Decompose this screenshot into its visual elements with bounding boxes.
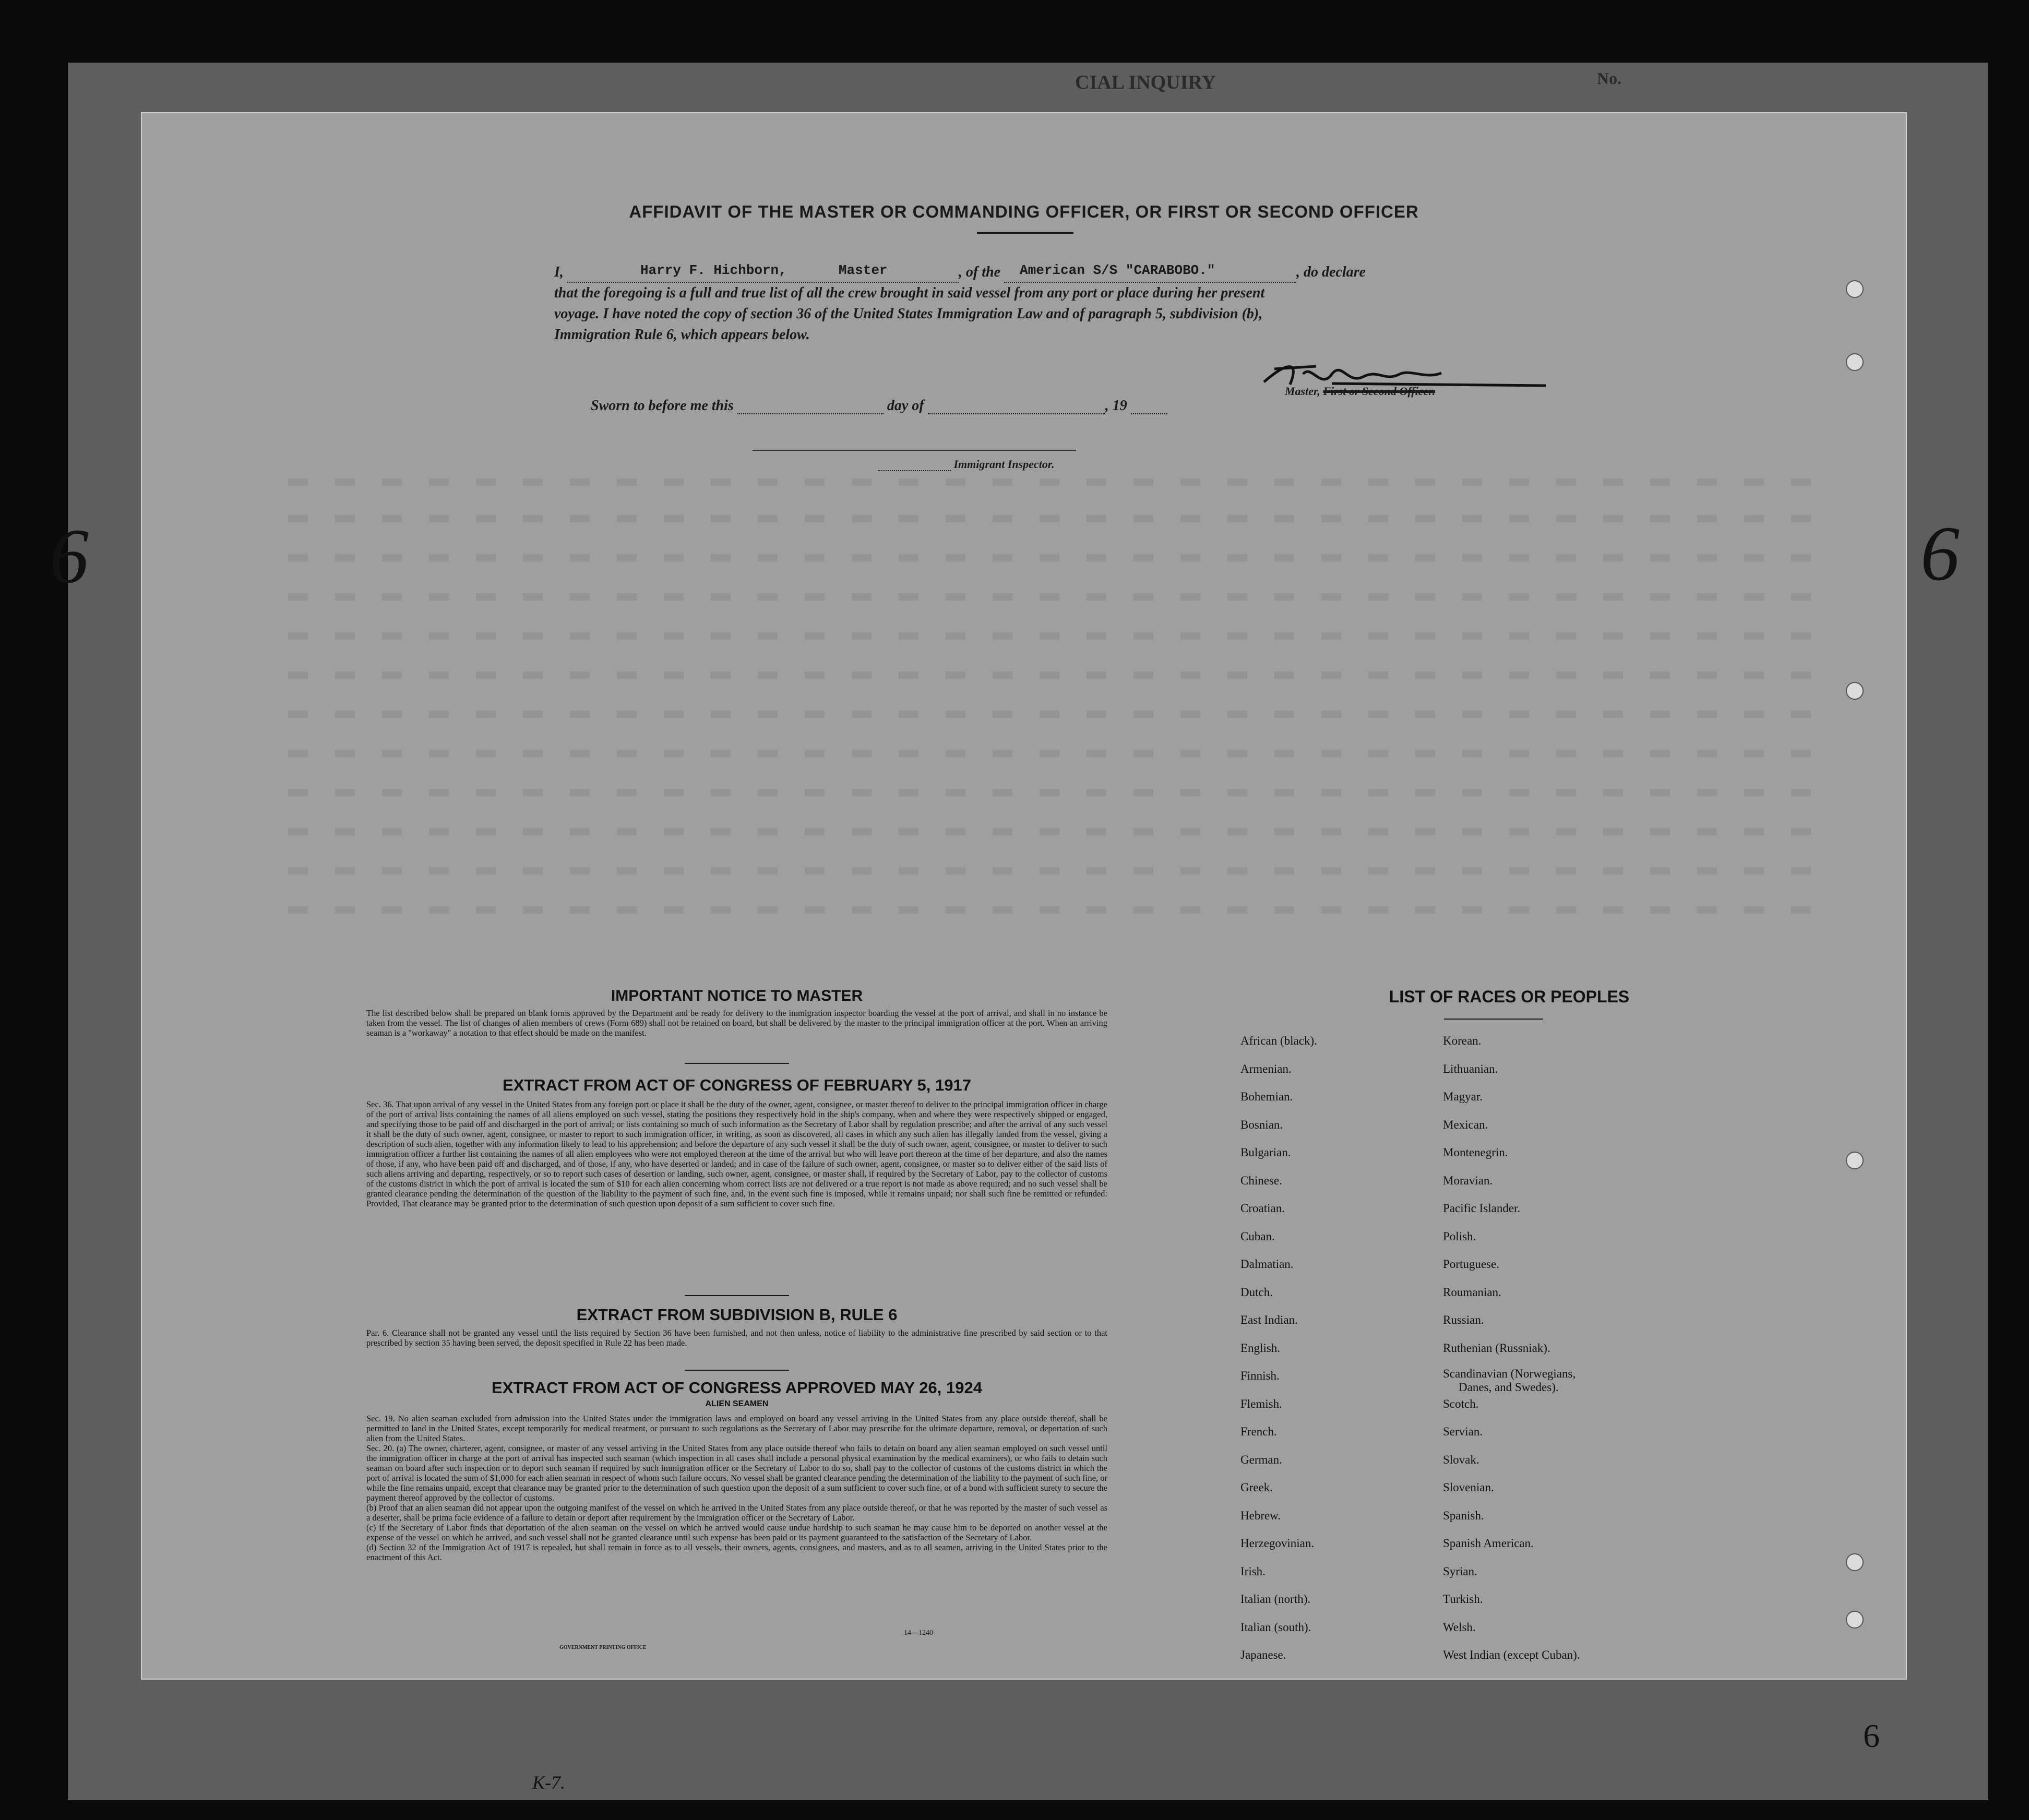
race-item: Ruthenian (Russniak). [1443, 1341, 1550, 1355]
alien-seamen-subheading: ALIEN SEAMEN [705, 1399, 769, 1408]
extract-1917-text: Sec. 36. That upon arrival of any vessel in the United States from any foreign port or place it shall be the duty of the owner, agent, consignee, or master thereof to deliver to the principal immigration officer in charge of the port of arrival lists containing the names of all aliens employed on such vessel, stating the positions they respectively hold in the ship's company, when and where they were respectively shipped or engaged, and specifying those to be paid off and discharged in the port of arrival; or lists containing so much of such information as the Secretary of Labor shall by regulation prescribe; and after the arrival of any such vessel it shall be the duty of such owner, agent, consignee, or master to report to such immigration officer, in writing, as soon as discovered, all cases in which any such alien has illegally landed from the vessel, giving a description of such alien, together with any information likely to lead to his apprehension; and before the departure of any such vessel it shall be the duty of such owner, agent, consignee, or master to deliver to such immigration officer a further list containing the names of all alien employees who were not employed thereon at the time of the arrival but who will leave port thereon at the time of her departure, and also the names of those, if any, who have been paid off and discharged, and of those, if any, who have deserted or landed; and in case of the failure of such owner, agent, consignee, or master so to deliver either of the said lists of such aliens arriving and departing, respectively, or so to report such cases of desertion or landing, such owner, agent, consignee, or master shall, if required by the Secretary of Labor, pay to the collector of customs of the customs district in which the port of arrival is located the sum of $10 for each alien concerning whom correct lists are not delivered or a true report is not made as above required; and no such vessel shall be granted clearance pending the determination of the question of the liability to the payment of such fine, and, in the event such fine is imposed, while it remains unpaid; nor shall such fine be remitted or refunded: Provided, That clearance may be granted prior to the determination of such question upon deposit of a sum sufficient to cover such fine. [366, 1099, 1107, 1208]
inspector-line [878, 458, 1055, 471]
race-item: Armenian. [1240, 1062, 1292, 1075]
race-item: Korean. [1443, 1034, 1482, 1047]
race-item: Chinese. [1240, 1174, 1282, 1187]
section-20d-text: (d) Section 32 of the Immigration Act of 1917 is repealed, but shall remain in force as to all vessels, their owners, agents, consignees, and masters, and as to all seamen, arriving in the United States prior to the enactment of this Act. [366, 1542, 1107, 1562]
extract-rule6-text: Par. 6. Clearance shall not be granted any vessel until the lists required by Section 36 have been furnished, and not then unless, notice of liability to the administrative fine prescribed by said section or to that prescribed by section 35 having been served, the deposit specified in Rule 22 has been made. [366, 1328, 1107, 1348]
section-20a-text: Sec. 20. (a) The owner, charterer, agent, consignee, or master of any vessel arriving in the United States from any place outside thereof who fails to detain on board any alien seaman employed on such vessel until the immigration officer in charge at the port of arrival has inspected such seaman (which inspection in all cases shall include a personal physical examination by the medical examiners), or who fails to detain such seaman on board after such inspection or to deport such seaman if required by such immigration officer or the Secretary of Labor to do so, shall pay to the collector of customs of the customs district in which the port of arrival is located the sum of $1,000 for each alien seaman in respect of whom such failure occurs. No vessel shall be granted clearance pending the determination of the liability to the payment of such fine, or while the fine remains unpaid, except that clearance may be granted prior to the determination of such question upon the deposit of a sum sufficient to cover such fine, or of a bond with sufficient surety to secure the payment thereof approved by the collector of customs. [366, 1443, 1107, 1503]
inspector-label: Immigrant Inspector. [953, 458, 1055, 471]
race-item: African (black). [1240, 1034, 1317, 1047]
race-item: Bulgarian. [1240, 1146, 1291, 1159]
declaration-paragraph [554, 262, 1692, 345]
background-header-fragment: CIAL INQUIRY [1075, 71, 1216, 93]
show-through-row [288, 711, 1828, 718]
day-of-label: day of [887, 398, 924, 414]
race-item: Russian. [1443, 1313, 1484, 1326]
race-item: Spanish. [1443, 1508, 1484, 1522]
race-item: Dalmatian. [1240, 1258, 1294, 1271]
punch-hole [1846, 1553, 1864, 1571]
signature-label-master: Master, [1285, 385, 1323, 398]
races-rule [1444, 1019, 1543, 1020]
vessel-name-field [1004, 262, 1296, 283]
show-through-row [288, 867, 1828, 875]
sworn-month-field [928, 400, 1105, 414]
race-item: Herzegovinian. [1240, 1537, 1315, 1550]
extract-1924-heading: EXTRACT FROM ACT OF CONGRESS APPROVED MAY 26, 1924 [492, 1379, 982, 1397]
race-item: Syrian. [1443, 1564, 1477, 1578]
show-through-row [288, 672, 1828, 679]
margin-handwritten-six-right: 6 [1920, 510, 1960, 597]
race-item: Irish. [1240, 1564, 1266, 1578]
notice-text: The list described below shall be prepared on blank forms approved by the Department and be ready for delivery to the immigration inspector boarding the vessel at the port of arrival, and shall in no instance be taken from the vessel. The list of changes of alien members of crews (Form 689) shall not be retained on board, but shall be delivered by the master to the principal immigration officer at the port. When an arriving seaman is a "workaway" a notation to that effect should be made on the manifest. [366, 1008, 1107, 1038]
show-through-row [288, 828, 1828, 835]
race-item: Bohemian. [1240, 1090, 1293, 1103]
signature-caption [1285, 385, 1435, 398]
handwritten-corner-number: 6 [1863, 1717, 1880, 1754]
punch-hole [1846, 1611, 1864, 1629]
show-through-row [288, 789, 1828, 796]
sworn-line [591, 398, 1167, 414]
inspector-signature-rule [753, 450, 1076, 451]
race-item: Magyar. [1443, 1090, 1483, 1103]
i-label: I, [554, 264, 564, 280]
races-left-column [1240, 1034, 1439, 1676]
inspector-field [878, 461, 951, 471]
master-rank-value: Master [838, 262, 888, 278]
vessel-name-value: American S/S "CARABOBO." [1020, 262, 1215, 278]
show-through-row [288, 750, 1828, 757]
show-through-row [288, 515, 1828, 522]
race-item: Scotch. [1443, 1397, 1479, 1410]
race-item: Japanese. [1240, 1648, 1286, 1661]
race-item: Flemish. [1240, 1397, 1282, 1410]
signature-label-struck: First or Second Officer. [1323, 385, 1436, 398]
extract-rule6-heading: EXTRACT FROM SUBDIVISION B, RULE 6 [576, 1306, 898, 1324]
affidavit-form-sheet [141, 112, 1907, 1680]
declaration-line-2: that the foregoing is a full and true list of all the crew brought in said vessel from any port or place during her present [554, 285, 1265, 301]
extract-1924-text [366, 1414, 1107, 1562]
race-item: French. [1240, 1425, 1277, 1438]
race-item: Pacific Islander. [1443, 1202, 1521, 1215]
race-item: Cuban. [1240, 1229, 1275, 1243]
master-name-value: Harry F. Hichborn, [640, 262, 787, 278]
show-through-row [288, 632, 1828, 640]
race-item: Slovenian. [1443, 1481, 1494, 1494]
race-item: Italian (north). [1240, 1592, 1311, 1606]
declaration-line-1 [554, 262, 1692, 283]
punch-hole [1846, 682, 1864, 700]
background-header-no: No. [1597, 69, 1622, 88]
race-item: Turkish. [1443, 1592, 1483, 1606]
race-item: Spanish American. [1443, 1537, 1534, 1550]
race-item: Bosnian. [1240, 1118, 1283, 1131]
race-item: Montenegrin. [1443, 1146, 1508, 1159]
race-item: Welsh. [1443, 1620, 1476, 1634]
race-item: Hebrew. [1240, 1508, 1281, 1522]
sworn-label: Sworn to before me this [591, 398, 734, 414]
race-item: Finnish. [1240, 1369, 1280, 1382]
notice-heading: IMPORTANT NOTICE TO MASTER [611, 987, 863, 1004]
section-rule [685, 1295, 789, 1296]
race-item: West Indian (except Cuban). [1443, 1648, 1580, 1661]
show-through-row [288, 906, 1828, 914]
title-rule [977, 232, 1073, 234]
race-item: Croatian. [1240, 1202, 1285, 1215]
extract-1917-heading: EXTRACT FROM ACT OF CONGRESS OF FEBRUARY 5, 1917 [503, 1076, 971, 1094]
sworn-day-field [737, 400, 884, 414]
margin-handwritten-six-left: 6 [50, 513, 89, 600]
race-item: Lithuanian. [1443, 1062, 1498, 1075]
race-item: Servian. [1443, 1425, 1483, 1438]
sworn-year-field [1131, 400, 1167, 414]
race-item: Scandinavian (Norwegians, [1443, 1367, 1576, 1380]
declaration-line-3: voyage. I have noted the copy of section 36 of the United States Immigration Law and of paragraph 5, subdivision (b), [554, 306, 1263, 322]
race-item: Polish. [1443, 1229, 1476, 1243]
race-item: German. [1240, 1453, 1282, 1466]
races-heading: LIST OF RACES OR PEOPLES [1389, 987, 1630, 1006]
printer-imprint: GOVERNMENT PRINTING OFFICE [559, 1645, 647, 1650]
race-item: Slovak. [1443, 1453, 1479, 1466]
declaration-line-4: Immigration Rule 6, which appears below. [554, 327, 810, 343]
affidavit-title: AFFIDAVIT OF THE MASTER OR COMMANDING OFFICER, OR FIRST OR SECOND OFFICER [629, 202, 1419, 221]
punch-hole [1846, 280, 1864, 298]
race-item: Mexican. [1443, 1118, 1488, 1131]
section-rule [685, 1063, 789, 1064]
section-20c-text: (c) If the Secretary of Labor finds that deportation of the alien seaman on the vessel on which he arrived would cause undue hardship to such seaman he may cause him to be deported on another vessel at the expense of the vessel on which he arrived, and such vessel shall not be granted clearance until such expense has been paid or its payment guaranteed to the satisfaction of the Secretary of Labor. [366, 1523, 1107, 1542]
handwritten-page-mark: K-7. [532, 1772, 565, 1793]
race-item: Moravian. [1443, 1174, 1493, 1187]
punch-hole [1846, 353, 1864, 371]
race-item: Roumanian. [1443, 1285, 1501, 1299]
section-rule [685, 1370, 789, 1371]
race-item: Italian (south). [1240, 1620, 1311, 1634]
punch-hole [1846, 1152, 1864, 1169]
section-20b-text: (b) Proof that an alien seaman did not appear upon the outgoing manifest of the vessel on which he arrived in the United States from any place outside thereof, or that he was reported by the master of such vessel as a deserter, shall be prima facie evidence of a failure to detain or deport after requirement by the immigration officer or the Secretary of Labor. [366, 1503, 1107, 1523]
master-name-field [567, 262, 959, 283]
race-item: Dutch. [1240, 1285, 1273, 1299]
race-item: Portuguese. [1443, 1258, 1499, 1271]
section-19-text: Sec. 19. No alien seaman excluded from admission into the United States under the immigration laws and employed on board any vessel arriving in the United States from any place outside thereof, shall be permitted to land in the United States, except temporarily for medical treatment, or pursuant to such regulations as the Secretary of Labor may prescribe for the ultimate departure, removal, or deportation of such alien from the United States. [366, 1414, 1107, 1443]
race-item: English. [1240, 1341, 1281, 1355]
do-declare-label: , do declare [1296, 264, 1366, 280]
show-through-row [288, 478, 1828, 486]
show-through-row [288, 554, 1828, 561]
race-item: Danes, and Swedes). [1459, 1381, 1559, 1394]
form-number: 14—1240 [904, 1629, 933, 1637]
races-right-column [1443, 1034, 1693, 1676]
race-item: Greek. [1240, 1481, 1273, 1494]
year-label: , 19 [1105, 398, 1127, 414]
show-through-row [288, 593, 1828, 601]
of-the-label: , of the [958, 264, 1001, 280]
race-item: East Indian. [1240, 1313, 1298, 1326]
